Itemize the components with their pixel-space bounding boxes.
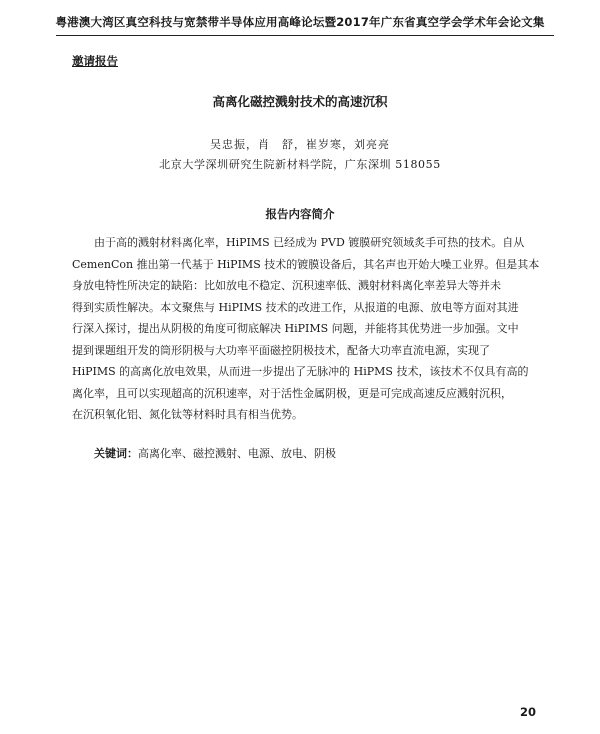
- abstract-line: 得到实质性解决。本文聚焦与 HiPIMS 技术的改进工作，从报道的电源、放电等方面对其进: [72, 300, 519, 314]
- abstract-line: CemenCon 推出第一代基于 HiPIMS 技术的镀膜设备后，其名声也开始大噪工业界。但是其本: [72, 257, 540, 271]
- abstract-line: 身放电特性所决定的缺陷：比如放电不稳定、沉积速率低、溅射材料离化率差异大等并未: [72, 279, 501, 292]
- keywords: [94, 445, 336, 461]
- abstract-line: 行深入探讨，提出从阴极的角度可彻底解决 HiPIMS 问题，并能将其优势进一步加强。文中: [72, 322, 519, 335]
- author-affiliation: 北京大学深圳研究生院新材料学院，广东深圳 518055: [159, 158, 441, 171]
- author-list: 吴忠振，肖 舒，崔岁寒，刘亮亮: [210, 138, 390, 151]
- running-header: 粤港澳大湾区真空科技与宽禁带半导体应用高峰论坛暨2017年广东省真空学会学术年会论文集: [55, 15, 545, 29]
- abstract-line: HiPIMS 的高离化放电效果，从而进一步提出了无脉冲的 HiPMS 技术，该技术不仅具有高的: [72, 365, 529, 378]
- abstract-line: 离化率，且可以实现超高的沉积速率，对于活性金属阴极，更是可完成高速反应溅射沉积，: [72, 386, 512, 400]
- abstract-line: 提到课题组开发的筒形阴极与大功率平面磁控阴极技术，配备大功率直流电源，实现了: [72, 343, 490, 357]
- abstract-line: 由于高的溅射材料离化率，HiPIMS 已经成为 PVD 镀膜研究领域炙手可热的技术。自从: [94, 236, 525, 249]
- abstract-line: 在沉积氧化铝、氮化钛等材料时具有相当优势。: [72, 408, 303, 421]
- paper-title: 高离化磁控溅射技术的高速沉积: [212, 94, 388, 109]
- page-number: 20: [519, 705, 536, 719]
- section-tag: 邀请报告: [72, 54, 118, 68]
- keywords-text: 高离化率、磁控溅射、电源、放电、阴极: [138, 447, 336, 460]
- abstract-heading: 报告内容简介: [265, 207, 335, 221]
- header-divider: [56, 35, 554, 36]
- abstract-body: [72, 232, 542, 426]
- keywords-label: 关键词：: [94, 447, 138, 460]
